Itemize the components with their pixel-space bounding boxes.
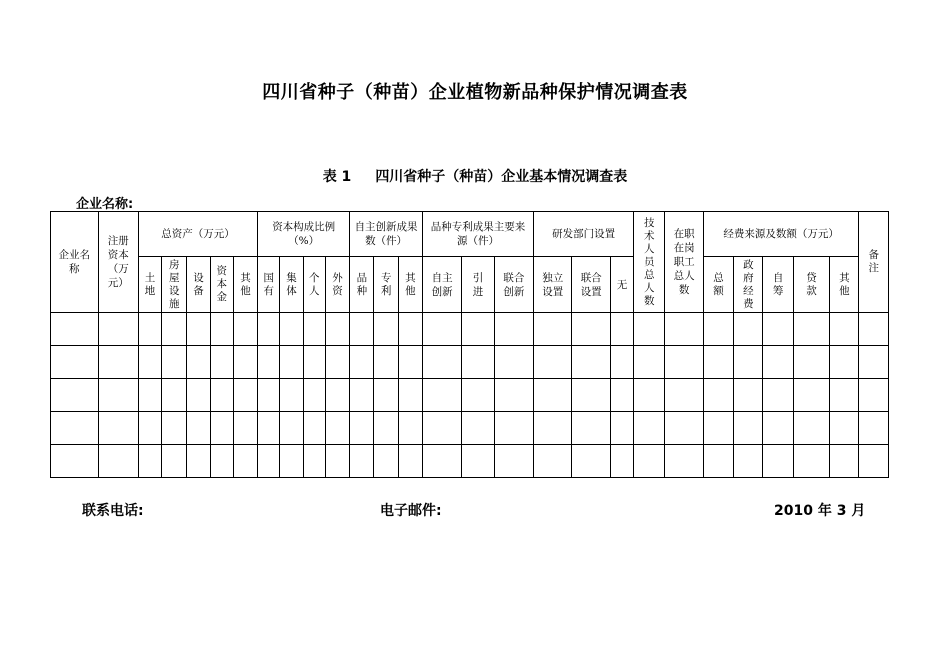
header-funding: 经费来源及数额（万元） xyxy=(703,212,859,257)
document-title: 四川省种子（种苗）企业植物新品种保护情况调查表 xyxy=(262,82,688,103)
header-funding-other: 其他 xyxy=(830,257,859,313)
survey-table xyxy=(50,211,889,478)
header-rd-joint: 联合设置 xyxy=(572,257,610,313)
footer-email-label: 电子邮件: xyxy=(380,503,442,519)
header-ratio-state: 国有 xyxy=(258,257,280,313)
header-registered-capital: 注册资本（万元） xyxy=(98,212,138,313)
header-patent-source: 品种专利成果主要来源（件） xyxy=(422,212,533,257)
header-funding-government: 政府经费 xyxy=(734,257,763,313)
header-assets-land: 土地 xyxy=(138,257,161,313)
header-funding-total: 总额 xyxy=(703,257,733,313)
header-ratio-individual: 个人 xyxy=(303,257,325,313)
table-row[interactable] xyxy=(51,313,889,346)
table-row[interactable] xyxy=(51,445,889,478)
header-funding-loan: 贷款 xyxy=(793,257,829,313)
header-innovation-other: 其他 xyxy=(398,257,422,313)
table-row[interactable] xyxy=(51,379,889,412)
header-ratio-foreign: 外资 xyxy=(325,257,349,313)
header-innovation: 自主创新成果数（件） xyxy=(350,212,423,257)
table-title-text: 四川省种子（种苗）企业基本情况调查表 xyxy=(375,169,628,185)
header-source-independent: 自主创新 xyxy=(422,257,461,313)
header-ratio-collective: 集体 xyxy=(280,257,303,313)
header-tech-staff: 技术人员总人数 xyxy=(634,212,665,313)
header-remarks: 备注 xyxy=(859,212,889,313)
header-total-assets: 总资产（万元） xyxy=(138,212,257,257)
header-rd-dept: 研发部门设置 xyxy=(534,212,634,257)
header-assets-equipment: 设备 xyxy=(187,257,210,313)
header-capital-ratio: 资本构成比例（%） xyxy=(258,212,350,257)
header-staff: 在职在岗职工总人数 xyxy=(665,212,703,313)
header-funding-self: 自筹 xyxy=(763,257,793,313)
header-rd-independent: 独立设置 xyxy=(534,257,572,313)
table-row[interactable] xyxy=(51,412,889,445)
header-innovation-variety: 品种 xyxy=(350,257,374,313)
header-company-name: 企业名称 xyxy=(51,212,99,313)
company-name-label: 企业名称: xyxy=(76,197,134,212)
header-rd-none: 无 xyxy=(610,257,633,313)
header-innovation-patent: 专利 xyxy=(374,257,398,313)
header-source-introduced: 引进 xyxy=(462,257,494,313)
header-source-joint: 联合创新 xyxy=(494,257,533,313)
footer-phone-label: 联系电话: xyxy=(82,503,144,519)
header-assets-other: 其他 xyxy=(233,257,257,313)
table-row[interactable] xyxy=(51,346,889,379)
header-assets-buildings: 房屋设施 xyxy=(162,257,187,313)
table-number: 表 1 xyxy=(322,169,352,185)
footer-date: 2010 年 3 月 xyxy=(774,503,866,519)
header-assets-capital: 资本金 xyxy=(210,257,233,313)
table-title xyxy=(0,166,950,186)
